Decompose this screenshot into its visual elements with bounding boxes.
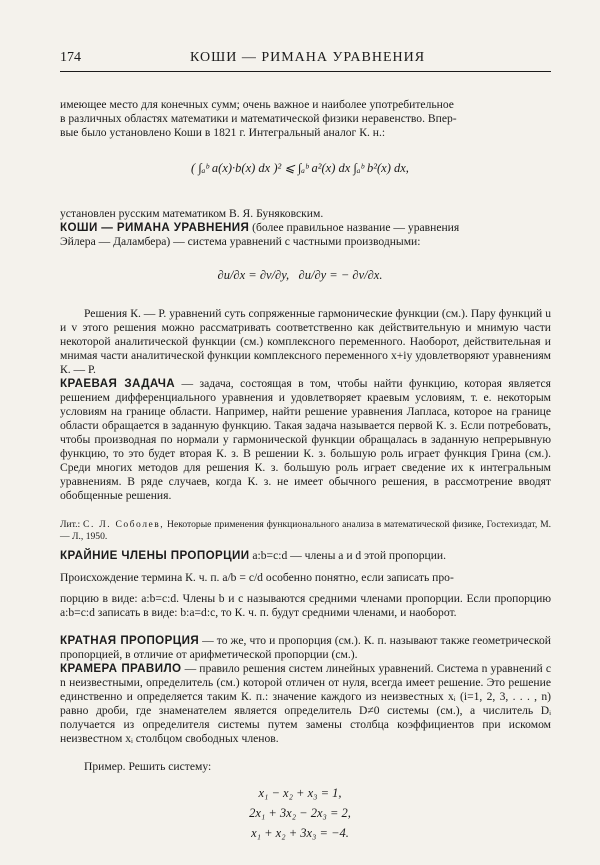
lit-author: С. Л. Соболев, bbox=[83, 519, 165, 530]
extreme-terms-line-1: a:b=c:d — члены a и d этой пропорции. bbox=[252, 549, 447, 562]
page-number: 174 bbox=[60, 50, 81, 65]
cauchy-riemann-body: Решения К. — Р. уравнений суть сопряженные гармонические функции (см.). Пару функций u и v этого решения можно рассматривать соответственно как действительную и мнимую части некоторой аналитической функции (см.) комплексного переменного. Наоборот, действительная и мнимая части аналитической функции комплексного переменного x+iy удовлетворяют уравнениям К. — Р. bbox=[60, 307, 551, 376]
lit-source: Некоторые применения функционального анализа в математической физике, Гостехиздат, М. — Л., 1950. bbox=[60, 519, 551, 542]
intro-conclusion: установлен русским математиком В. Я. Буняковским. bbox=[60, 207, 324, 220]
boundary-problem-heading: КРАЕВАЯ ЗАДАЧА bbox=[60, 377, 176, 390]
extreme-terms-heading: КРАЙНИЕ ЧЛЕНЫ ПРОПОРЦИИ bbox=[60, 549, 250, 562]
running-title: КОШИ — РИМАНА УРАВНЕНИЯ bbox=[190, 50, 426, 65]
intro-line-3: вые было установлено Коши в 1821 г. Интегральный аналог К. н.: bbox=[60, 126, 386, 139]
cramer-heading: КРАМЕРА ПРАВИЛО bbox=[60, 662, 182, 675]
cauchy-riemann-line-1: (более правильное название — уравнения bbox=[252, 221, 460, 234]
integral-inequality: ( ∫ₐᵇ a(x)·b(x) dx )² ⩽ ∫ₐᵇ a²(x) dx ∫ₐᵇ b²(x) dx, bbox=[191, 161, 409, 175]
boundary-problem-body: — задача, состоящая в том, чтобы найти функцию, которая является решением дифференциального уравнения и удовлетворяет краевым условиям, т. е. некоторым условиям на границе области. Например, найти решение уравнения Лапласа, которое на границе области обращается в заданную функцию. Такая задача называется первой К. з. Если потребовать, чтобы производная по нормали у гармонической функции обращалась в заданную непрерывную функцию, то это будет вторая К. з. В решении К. з. большую роль играет функция Грина (см.). Среди многих методов для решения К. з. большую роль играет сведение их к интегральным уравнениям. В ряде случаев, когда К. з. не имеет обычного решения, в рассмотрение вводят обобщенные решения. bbox=[60, 377, 551, 502]
cauchy-riemann-heading-line bbox=[60, 221, 551, 235]
multiple-proportion-paragraph bbox=[60, 634, 551, 662]
cramer-example-intro: Пример. Решить систему: bbox=[84, 760, 212, 773]
extreme-terms-heading-line bbox=[60, 549, 551, 563]
multiple-proportion-heading: КРАТНАЯ ПРОПОРЦИЯ bbox=[60, 634, 200, 647]
cauchy-riemann-equations: ∂u/∂x = ∂v/∂y, ∂u/∂y = − ∂v/∂x. bbox=[217, 268, 383, 282]
cauchy-riemann-heading: КОШИ — РИМАНА УРАВНЕНИЯ bbox=[60, 221, 250, 234]
extreme-terms-line-2: Происхождение термина К. ч. п. a/b = c/d особенно понятно, если записать про- bbox=[60, 571, 454, 584]
system-equation-1: x₁ − x₂ + x₃ = 1, bbox=[258, 786, 342, 800]
system-equation-3: x₁ + x₂ + 3x₃ = −4. bbox=[251, 826, 349, 840]
boundary-problem-paragraph bbox=[60, 377, 551, 503]
extreme-terms-body: порцию в виде: a:b=c:d. Члены b и c называются средними членами пропорции. Если пропорцию a:b=c:d записать в виде: b:a=d:c, то К. ч. п. будут средними членами, и наоборот. bbox=[60, 592, 551, 619]
boundary-problem-literature bbox=[60, 519, 551, 543]
cramer-paragraph bbox=[60, 662, 551, 746]
cramer-body: — правило решения систем линейных уравнений. Система n уравнений с n неизвестными, определитель (см.) которой отличен от нуля, всегда имеет решение. Это решение единственно и определяется таким К. п.: значение каждого из неизвестных xᵢ (i=1, 2, 3, . . . , n) равно дроби, где знаменателем является определитель D≠0 системы (см.), а числитель Dᵢ получается из определителя системы путем замены столбца коэффициентов при искомом неизвестном xᵢ столбцом свободных членов. bbox=[60, 662, 551, 745]
system-equation-2: 2x₁ + 3x₂ − 2x₃ = 2, bbox=[249, 806, 351, 820]
header-rule bbox=[60, 71, 551, 72]
cauchy-riemann-line-2: Эйлера — Даламбера) — система уравнений с частными производными: bbox=[60, 235, 421, 248]
multiple-proportion-body: — то же, что и пропорция (см.). К. п. называют также геометрической пропорцией, в отличие от арифметической пропорции (см.). bbox=[60, 634, 551, 661]
intro-line-2: в различных областях математики и математической физики неравенство. Впер- bbox=[60, 112, 457, 125]
intro-line-1: имеющее место для конечных сумм; очень важное и наиболее употребительное bbox=[60, 98, 454, 111]
lit-label: Лит.: bbox=[60, 519, 81, 530]
